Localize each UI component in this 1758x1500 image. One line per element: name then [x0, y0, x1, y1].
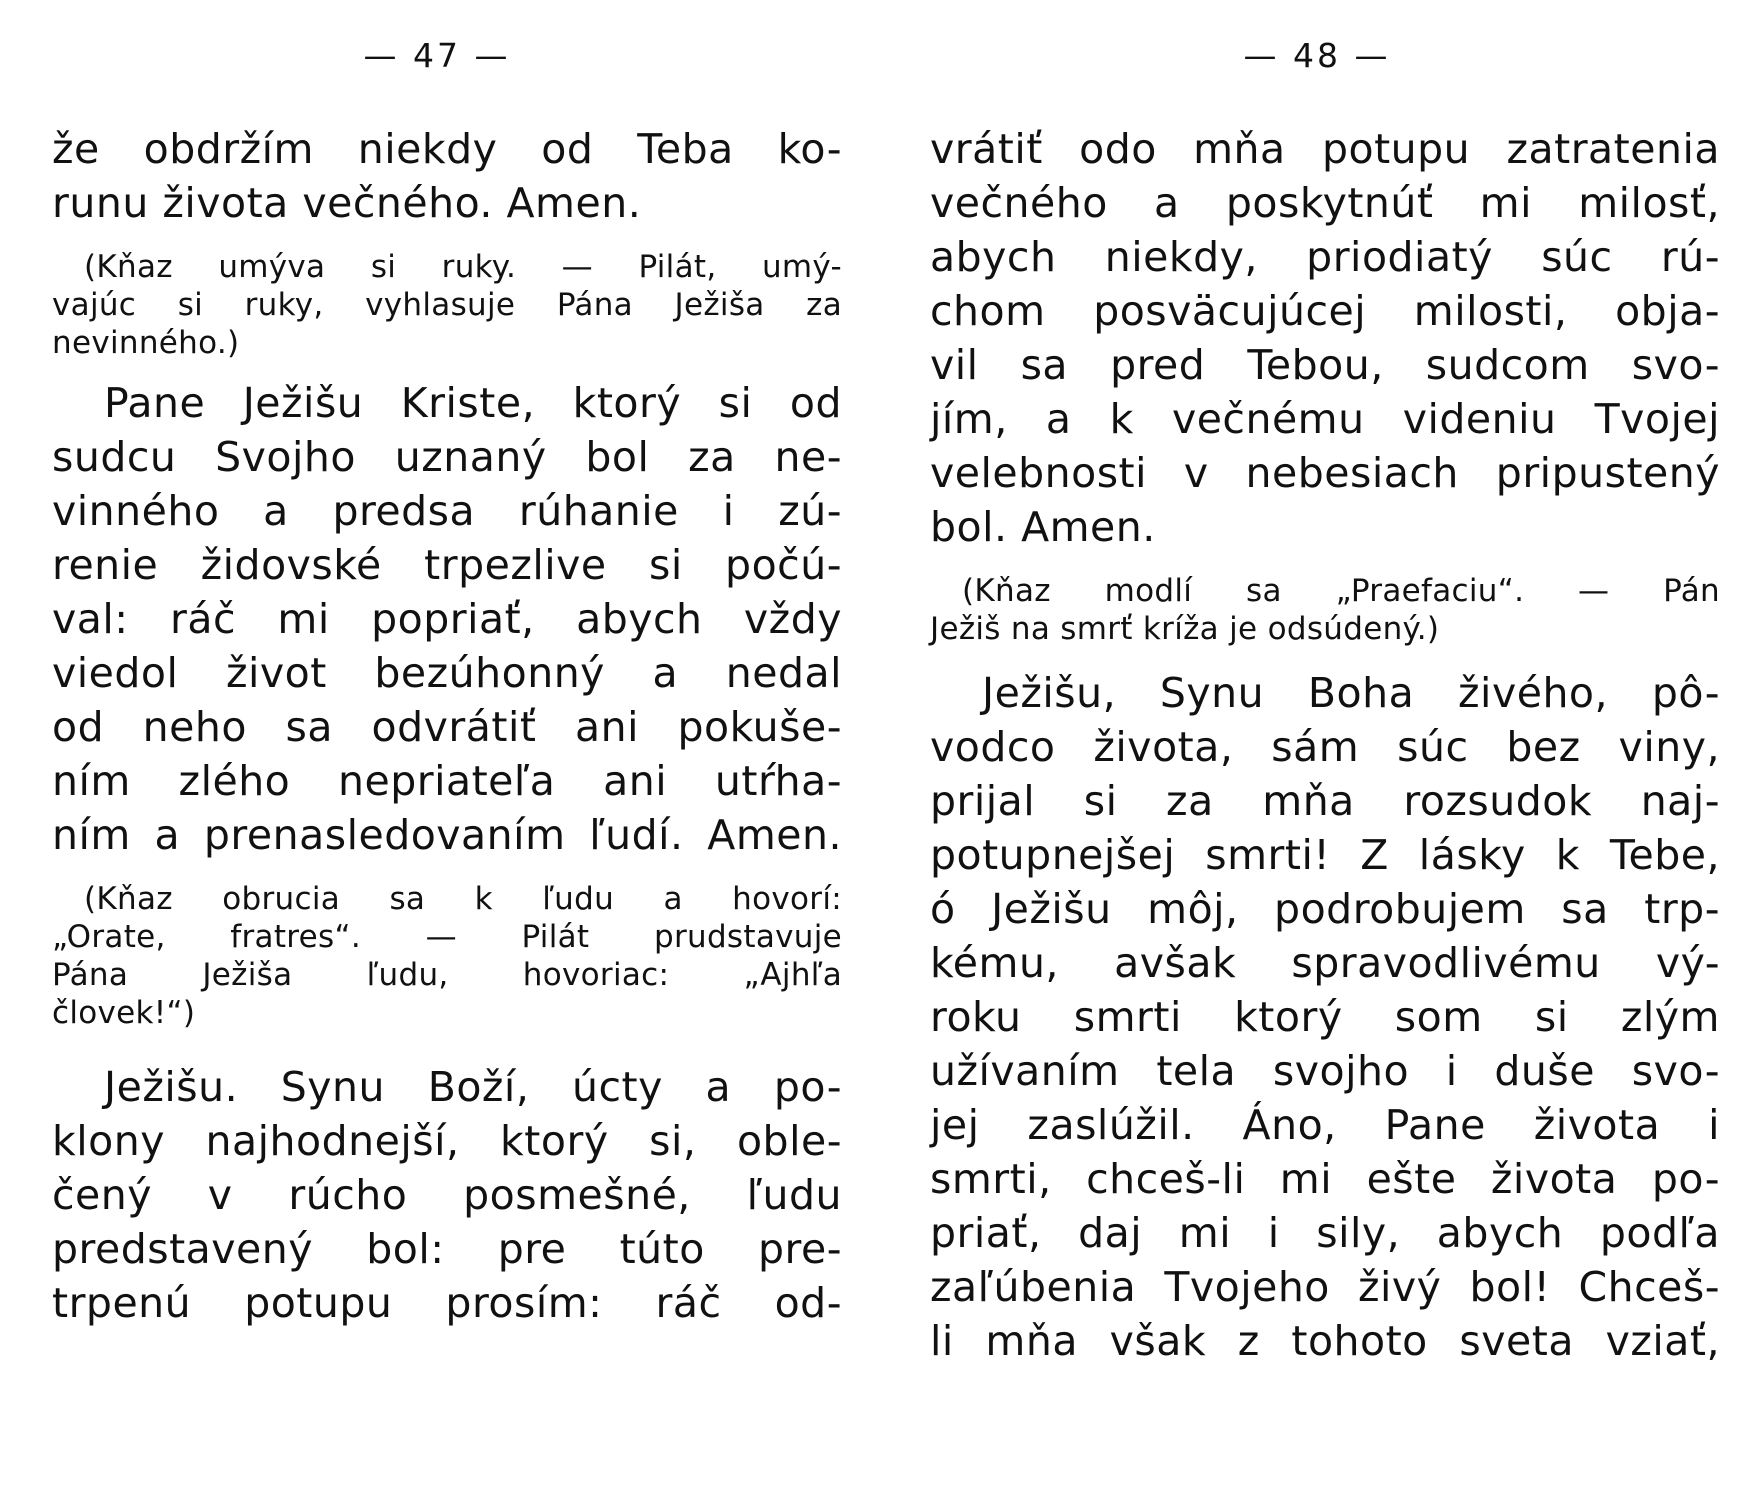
text-line: Ježišu, Synu Boha živého, pô-: [982, 669, 1720, 717]
rubric-line: človek!“): [52, 995, 196, 1031]
text-line: vrátiť odo mňa potupu zatratenia: [930, 125, 1720, 173]
text-line: ním zlého nepriateľa ani utŕha-: [52, 757, 842, 805]
text-line: smrti, chceš-li mi ešte života po-: [930, 1155, 1720, 1203]
text-line: vil sa pred Tebou, sudcom svo-: [930, 341, 1720, 389]
text-line: prijal si za mňa rozsudok naj-: [930, 777, 1720, 825]
text-line: predstavený bol: pre túto pre-: [52, 1225, 842, 1273]
text-line: abych niekdy, priodiatý súc rú-: [930, 233, 1720, 281]
text-line: sudcu Svojho uznaný bol za ne-: [52, 433, 842, 481]
text-line: že obdržím niekdy od Teba ko-: [52, 125, 842, 173]
page-number-left: — 47 —: [363, 36, 511, 75]
page-number-right: — 48 —: [1243, 36, 1391, 75]
text-line: ó Ježišu môj, podrobujem sa trp-: [930, 885, 1720, 933]
rubric-line: nevinného.): [52, 325, 240, 361]
rubric-line: (Kňaz modlí sa „Praefaciu“. — Pán: [962, 573, 1720, 609]
text-line: roku smrti ktorý som si zlým: [930, 993, 1720, 1041]
text-line: jím, a k večnému videniu Tvojej: [930, 395, 1720, 443]
text-line: zaľúbenia Tvojeho živý bol! Chceš-: [930, 1263, 1720, 1311]
text-line: renie židovské trpezlive si počú-: [52, 541, 842, 589]
right-page-text: [930, 122, 1720, 1368]
text-line: potupnejšej smrti! Z lásky k Tebe,: [930, 831, 1720, 879]
text-line: kému, avšak spravodlivému vý-: [930, 939, 1720, 987]
text-line: priať, daj mi i sily, abych podľa: [930, 1209, 1720, 1257]
text-line: velebnosti v nebesiach pripustený: [930, 449, 1720, 497]
text-line: li mňa však z tohoto sveta vziať,: [930, 1317, 1720, 1365]
text-line: bol. Amen.: [930, 503, 1156, 551]
text-line: vodco života, sám súc bez viny,: [930, 723, 1720, 771]
rubric-line: Ježiš na smrť kríža je odsúdený.): [930, 611, 1440, 647]
text-line: Pane Ježišu Kriste, ktorý si od: [104, 379, 842, 427]
rubric-line: Pána Ježiša ľudu, hovoriac: „Ajhľa: [52, 957, 842, 993]
rubric-line: (Kňaz umýva si ruky. — Pilát, umý-: [84, 249, 842, 285]
rubric-line: (Kňaz obrucia sa k ľudu a hovorí:: [84, 881, 842, 917]
text-line: viedol život bezúhonný a nedal: [52, 649, 842, 697]
rubric-line: „Orate, fratres“. — Pilát prudstavuje: [52, 919, 842, 955]
text-line: chom posväcujúcej milosti, obja-: [930, 287, 1720, 335]
text-line: trpenú potupu prosím: ráč od-: [52, 1279, 842, 1327]
text-line: od neho sa odvrátiť ani pokuše-: [52, 703, 842, 751]
text-line: čený v rúcho posmešné, ľudu: [52, 1171, 842, 1219]
text-line: runu života večného. Amen.: [52, 179, 642, 227]
text-line: val: ráč mi popriať, abych vždy: [52, 595, 842, 643]
text-line: Ježišu. Synu Boží, úcty a po-: [104, 1063, 842, 1111]
rubric-line: vajúc si ruky, vyhlasuje Pána Ježiša za: [52, 287, 842, 323]
text-line: užívaním tela svojho i duše svo-: [930, 1047, 1720, 1095]
text-line: jej zaslúžil. Áno, Pane života i: [930, 1101, 1720, 1149]
left-page-text: [52, 122, 842, 1330]
text-line: večného a poskytnúť mi milosť,: [930, 179, 1720, 227]
text-line: ním a prenasledovaním ľudí. Amen.: [52, 811, 842, 859]
text-line: vinného a predsa rúhanie i zú-: [52, 487, 842, 535]
text-line: klony najhodnejší, ktorý si, oble-: [52, 1117, 842, 1165]
